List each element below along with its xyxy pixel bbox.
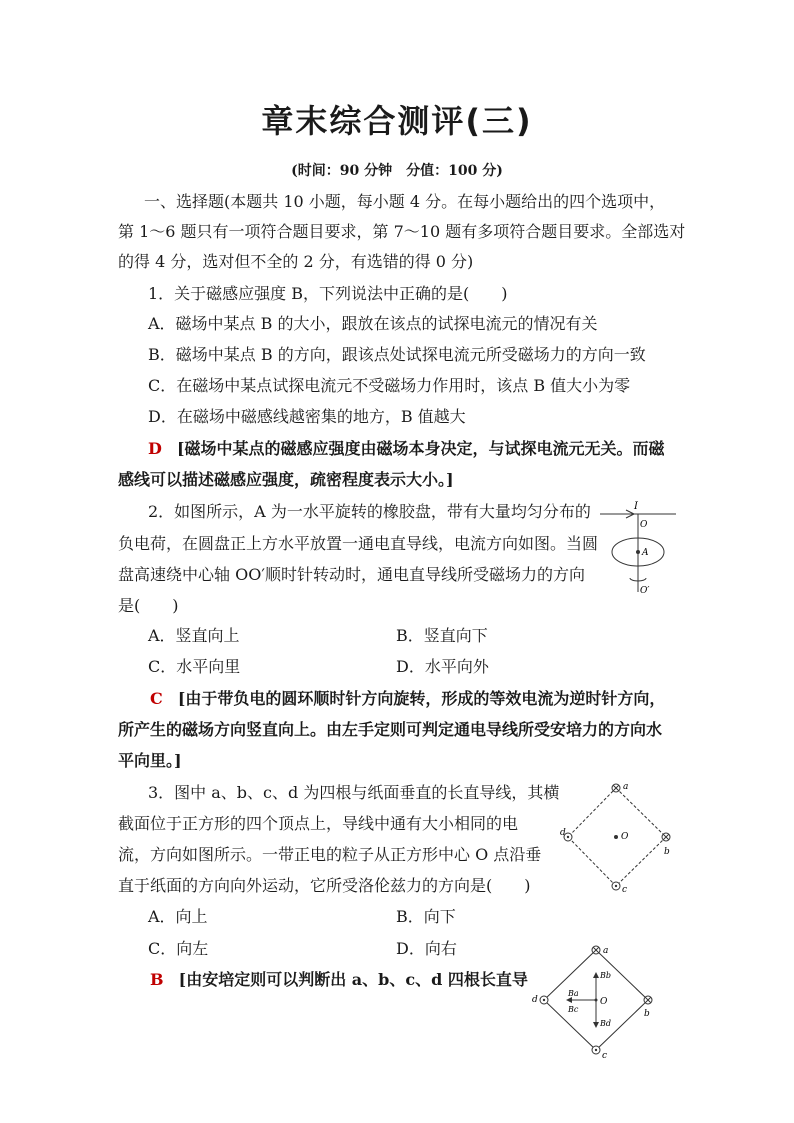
answer-line: [150, 689, 665, 709]
page-title: 章末综合测评(三): [261, 102, 533, 140]
question-stem: 负电荷，在圆盘正上方水平放置一通电直导线，电流方向如图。当圆: [118, 534, 599, 553]
answer-explanation: 感线可以描述磁感应强度，疏密程度表示大小。]: [118, 470, 454, 489]
center-o-label: O: [621, 832, 629, 842]
page-subtitle: (时间：90 分钟 分值：100 分): [291, 163, 503, 179]
option-b: B．竖直向下: [396, 626, 488, 645]
answer-letter: C: [150, 689, 163, 708]
point-o-label: O: [640, 520, 648, 530]
vector-ba-label: Ba: [568, 989, 579, 998]
question-stem: 3．图中 a、b、c、d 为四根与纸面垂直的长直导线，其横: [148, 783, 560, 802]
option-c: C．在磁场中某点试探电流元不受磁场力作用时，该点 B 值大小为零: [148, 376, 631, 395]
option-d: D．水平向外: [396, 657, 489, 676]
answer-explanation: [磁场中某点的磁感应强度由磁场本身决定，与试探电流元无关。而磁: [176, 439, 665, 458]
wire-c-label: c: [602, 1051, 608, 1060]
current-label: I: [634, 501, 638, 512]
answer-line: [148, 439, 665, 459]
answer-explanation: 所产生的磁场方向竖直向上。由左手定则可判定通电导线所受安培力的方向水: [118, 720, 663, 739]
vector-bb-label: Bb: [600, 971, 611, 980]
field-vector-figure: [530, 940, 660, 1060]
option-d: D．向右: [396, 939, 457, 958]
question-stem: 流，方向如图所示。一带正电的粒子从正方形中心 O 点沿垂: [118, 845, 542, 864]
option-c: C．向左: [148, 939, 209, 958]
wire-d-label: d: [560, 828, 566, 838]
question-stem: 直于纸面的方向向外运动，它所受洛伦兹力的方向是( ): [118, 876, 531, 895]
answer-explanation: 平向里。]: [118, 751, 182, 770]
wire-d-label: d: [532, 995, 538, 1005]
option-a: A．向上: [148, 907, 208, 926]
disk-label: A: [642, 548, 649, 558]
answer-explanation: [由于带负电的圆环顺时针方向旋转，形成的等效电流为逆时针方向，: [177, 689, 666, 708]
option-a: A．磁场中某点 B 的大小，跟放在该点的试探电流元的情况有关: [148, 314, 598, 333]
answer-explanation: [由安培定则可以判断出 a、b、c、d 四根长直导: [178, 970, 528, 989]
wire-a-label: a: [603, 946, 609, 956]
answer-line: [150, 970, 528, 990]
wire-b-label: b: [644, 1009, 650, 1019]
rotating-disk-figure: [596, 500, 680, 598]
vector-bc-label: Bc: [568, 1005, 579, 1014]
section-instruction-line: 第 1～6 题只有一项符合题目要求，第 7～10 题有多项符合题目要求。全部选对: [118, 222, 686, 241]
option-c: C．水平向里: [148, 657, 241, 676]
question-stem: 2．如图所示，A 为一水平旋转的橡胶盘，带有大量均匀分布的: [148, 502, 591, 521]
answer-letter: B: [150, 970, 164, 989]
section-instruction-line: 一、选择题(本题共 10 小题，每小题 4 分。在每小题给出的四个选项中，: [144, 192, 666, 211]
question-stem: 是( ): [118, 596, 179, 615]
section-instruction-line: 的得 4 分，选对但不全的 2 分，有选错的得 0 分): [118, 252, 474, 271]
option-d: D．在磁场中磁感线越密集的地方，B 值越大: [148, 407, 466, 426]
vector-bd-label: Bd: [600, 1019, 611, 1028]
question-stem: 1．关于磁感应强度 B，下列说法中正确的是( ): [148, 284, 508, 303]
question-stem: 截面位于正方形的四个顶点上，导线中通有大小相同的电: [118, 814, 519, 833]
center-o-label: O: [600, 997, 608, 1007]
answer-letter: D: [148, 439, 162, 458]
option-a: A．竖直向上: [148, 626, 240, 645]
wire-c-label: c: [622, 885, 628, 894]
option-b: B．磁场中某点 B 的方向，跟该点处试探电流元所受磁场力的方向一致: [148, 345, 646, 364]
point-o-prime-label: O′: [640, 586, 650, 596]
question-stem: 盘高速绕中心轴 OO′顺时针转动时，通电直导线所受磁场力的方向: [118, 565, 585, 584]
wire-b-label: b: [664, 847, 670, 857]
option-b: B．向下: [396, 907, 456, 926]
wire-a-label: a: [623, 782, 629, 792]
square-wires-figure: [560, 780, 678, 894]
